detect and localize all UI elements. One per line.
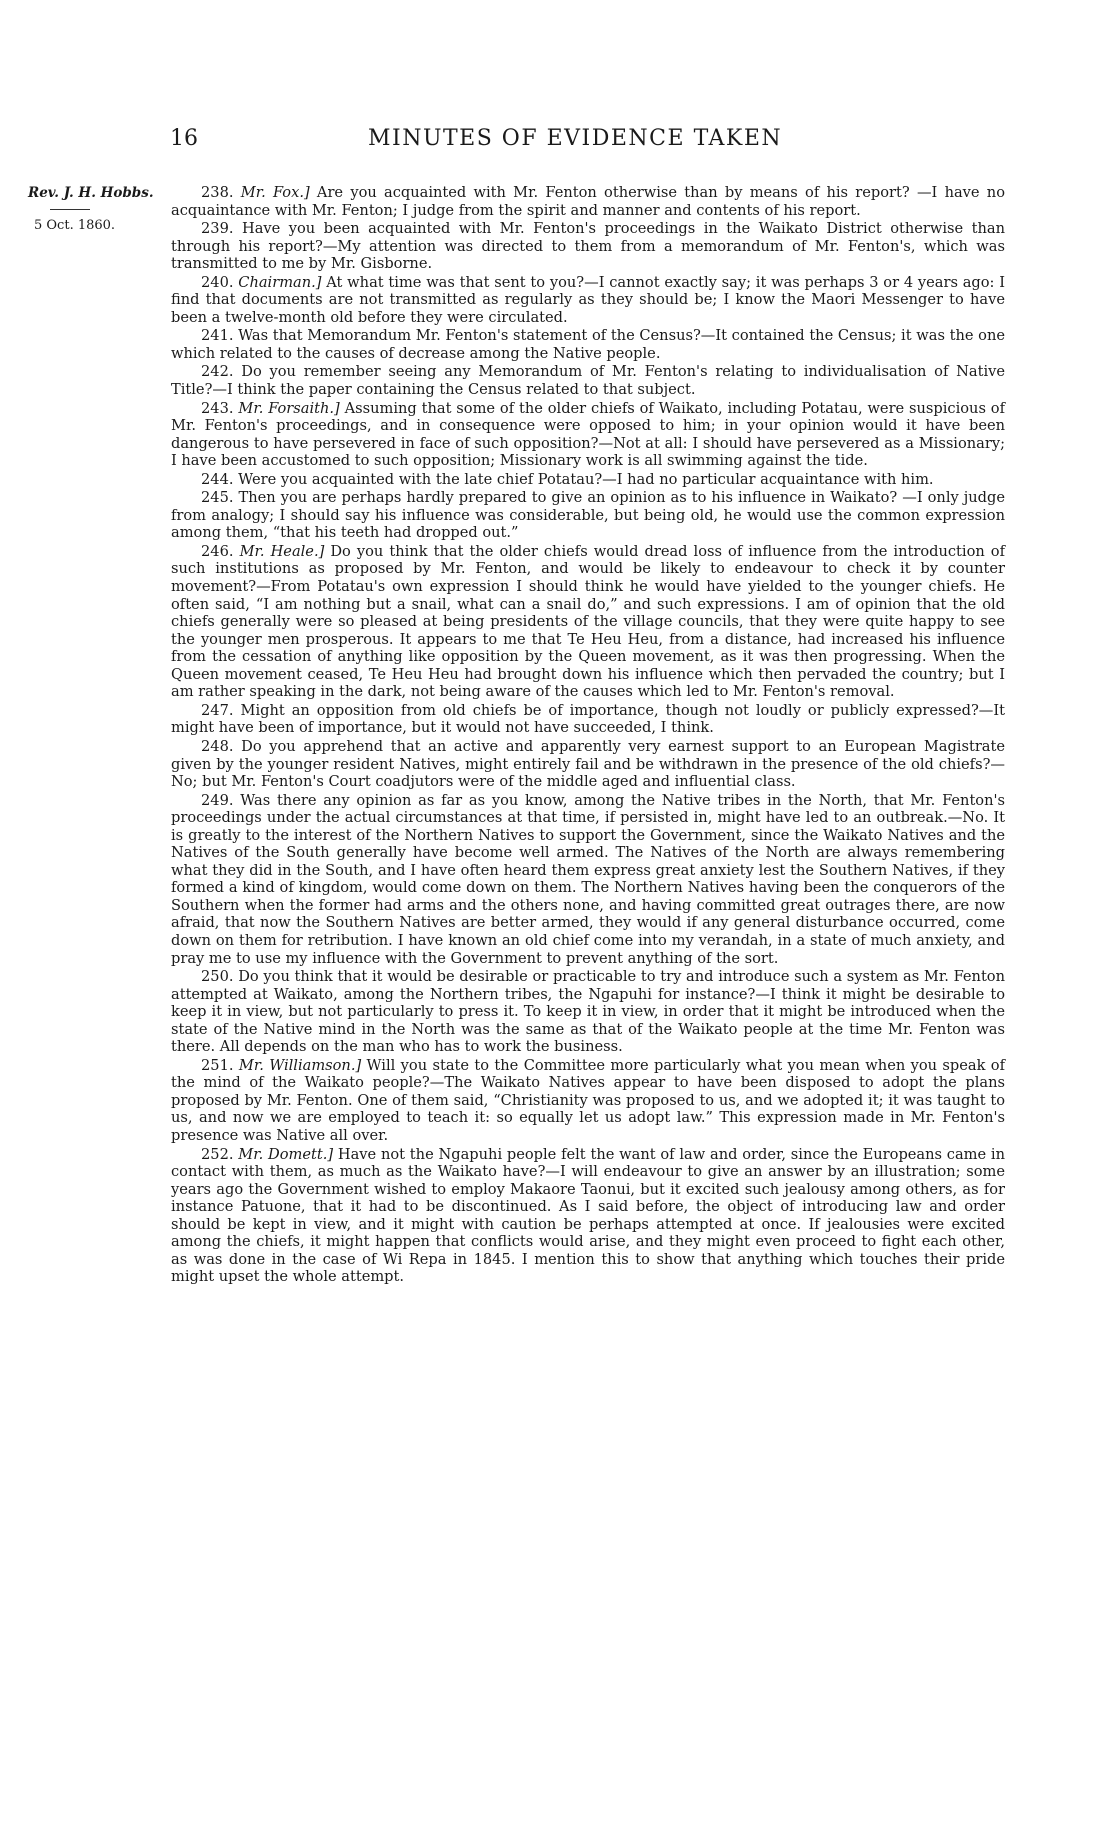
paragraph-text: Do you think that it would be desirable or practicable to try and introduce such a system as Mr. Fenton attempted at Waikato, among the Northern tribes, the Ngapuhi for instance?—I think it might be desirable to keep it in view, but not particularly to press it. To keep it in view, in order that it might be introduced when the state of the Native mind in the North was the same as that of the Waikato people at the time Mr. Fenton was there. All depends on the man who has to work the business. — [171, 968, 1005, 1056]
paragraph-text: At what time was that sent to you?—I cannot exactly say; it was perhaps 3 or 4 years ago: I find that documents are not transmitted as regularly as they should be; I know the Maori Messenger to have been a twelve-month old before they were circulated. — [171, 273, 1005, 326]
paragraph-text: Might an opposition from old chiefs be of importance, though not loudly or publicly expressed?—It might have been of importance, but it would not have succeeded, I think. — [171, 701, 1005, 737]
speaker: Mr. Heale.] — [239, 542, 325, 560]
question-paragraph — [171, 702, 1005, 737]
question-paragraph — [171, 471, 1005, 489]
question-paragraph — [171, 738, 1005, 791]
paragraph-text: Do you think that the older chiefs would dread loss of influence from the introduction of such institutions as proposed by Mr. Fenton, and would be likely to endeavour to check it by counter movement?—From Potatau's own expression I should think he would have yielded to the younger chiefs. He often said, “I am nothing but a snail, what can a snail do,” and such expressions. I am of opinion that the old chiefs generally were so pleased at being presidents of the village councils, that they were quite happy to see the younger men prosperous. It appears to me that Te Heu Heu, from a distance, had increased his influence from the cessation of anything like opposition by the Queen movement, as it was then progressing. When the Queen movement ceased, Te Heu Heu had brought down his influence which then pervaded the country; but I am rather speaking in the dark, not being aware of the causes which led to Mr. Fenton's removal. — [171, 542, 1005, 701]
question-paragraph — [171, 363, 1005, 398]
question-number: 252. — [201, 1145, 234, 1163]
question-paragraph — [171, 274, 1005, 327]
speaker: Chairman.] — [238, 273, 322, 291]
question-paragraph — [171, 543, 1005, 701]
question-number: 240. — [201, 273, 234, 291]
speaker: Mr. Forsaith.] — [238, 399, 340, 417]
question-number: 251. — [201, 1056, 234, 1074]
question-paragraph — [171, 489, 1005, 542]
question-paragraph — [171, 400, 1005, 470]
paragraph-text: Will you state to the Committee more particularly what you mean when you speak of the mind of the Waikato people?—The Waikato Natives appear to have been disposed to adopt the plans proposed by Mr. Fenton. One of them said, “Christianity was proposed to us, and we adopted it; it was taught to us, and now we are employed to teach it: so equally let us adopt law.” This expression made in Mr. Fenton's presence was Native all over. — [171, 1056, 1005, 1144]
speaker: Mr. Williamson.] — [238, 1056, 362, 1074]
question-paragraph — [171, 184, 1005, 219]
question-number: 243. — [201, 399, 234, 417]
speaker: Mr. Domett.] — [238, 1145, 334, 1163]
paragraph-text: Have you been acquainted with Mr. Fenton's proceedings in the Waikato District otherwise than through his report?—My attention was directed to them from a memorandum of Mr. Fenton's, which was transmitted to me by Mr. Gisborne. — [171, 220, 1006, 273]
question-number: 238. — [201, 184, 234, 201]
paragraph-text: Have not the Ngapuhi people felt the want of law and order, since the Europeans came in contact with them, as much as the Waikato have?—I will endeavour to give an answer by an illustration; some years ago the Government wished to employ Makaore Taonui, but it excited such jealousy among others, as for instance Patuone, that it had to be discontinued. As I said before, the object of introducing law and order should be kept in view, and it might with caution be perhaps attempted at once. If jealousies were excited among the chiefs, it might happen that conflicts would arise, and they might even proceed to fight each other, as was done in the case of Wi Repa in 1845. I mention this to show that anything which touches their pride might upset the whole attempt. — [171, 1145, 1006, 1286]
paragraph-text: Do you apprehend that an active and apparently very earnest support to an European Magistrate given by the younger resident Natives, might entirely fail and be withdrawn in the presence of the old chiefs?—No; but Mr. Fenton's Court coadjutors were of the middle aged and influential class. — [171, 737, 1006, 791]
paragraph-text: Was there any opinion as far as you know, among the Native tribes in the North, that Mr. Fenton's proceedings under the actual circumstances at that time, if persisted in, might have led to an outbreak.—No. It is greatly to the interest of the Northern Natives to support the Government, since the Waikato Natives and the Natives of the South generally have become well armed. The Natives of the North are always remembering what they did in the South, and I have often heard them express great anxiety lest the Southern Natives, if they formed a kind of kingdom, would come down on them. The Northern Natives having been the conquerors of the Southern when the former had arms and the others none, and having committed great outrages there, are now afraid, that now the Southern Natives are better armed, they would if any general disturbance occurred, come down on them for retribution. I have known an old chief come into my verandah, in a state of much anxiety, and pray me to use my influence with the Government to prevent anything of the sort. — [171, 791, 1005, 967]
question-number: 250. — [201, 968, 234, 986]
question-number: 244. — [201, 470, 234, 488]
paragraph-text: Then you are perhaps hardly prepared to give an opinion as to his influence in Waikato? —I only judge from analogy; I should say his influence was considerable, but being old, he would use the common expression among them, “that his teeth had dropped out.” — [171, 489, 1005, 542]
paragraph-text: Assuming that some of the older chiefs of Waikato, including Potatau, were suspicious of Mr. Fenton's proceedings, and in consequence were opposed to him; in your opinion would it have been dangerous to have persevered in face of such opposition?—Not at all: I should have persevered as a Missionary; I have been accustomed to such opposition; Missionary work is all swimming against the tide. — [171, 399, 1005, 470]
evidence-body — [171, 184, 1005, 1287]
question-number: 249. — [201, 791, 234, 809]
paragraph-text: Were you acquainted with the late chief Potatau?—I had no particular acquaintance with him. — [238, 470, 934, 488]
question-paragraph — [171, 1146, 1005, 1286]
question-paragraph — [171, 220, 1005, 273]
margin-date: 5 Oct. 1860. — [34, 218, 116, 233]
running-title: MINUTES OF EVIDENCE TAKEN — [368, 126, 783, 151]
question-number: 242. — [201, 363, 234, 381]
question-paragraph — [171, 968, 1005, 1056]
question-paragraph — [171, 792, 1005, 967]
speaker: Mr. Fox.] — [240, 184, 310, 201]
question-paragraph — [171, 1057, 1005, 1145]
witness-name: Rev. J. H. Hobbs. — [28, 185, 154, 201]
question-number: 246. — [201, 542, 234, 560]
paragraph-text: Do you remember seeing any Memorandum of Mr. Fenton's relating to individualisation of Native Title?—I think the paper containing the Census related to that subject. — [171, 363, 1005, 399]
question-number: 239. — [201, 220, 234, 238]
page-header — [170, 126, 806, 156]
margin-rule — [50, 209, 90, 210]
paragraph-text: Was that Memorandum Mr. Fenton's statement of the Census?—It contained the Census; it was the one which related to the causes of decrease among the Native people. — [171, 327, 1005, 362]
margin-note — [28, 185, 168, 233]
page-number: 16 — [170, 126, 198, 151]
question-number: 248. — [201, 737, 234, 755]
question-number: 247. — [201, 701, 234, 719]
question-number: 241. — [201, 327, 234, 345]
question-paragraph — [171, 327, 1005, 362]
paragraph-text: Are you acquainted with Mr. Fenton otherwise than by means of his report? —I have no acquaintance with Mr. Fenton; I judge from the spirit and manner and contents of his report. — [171, 184, 1005, 219]
question-number: 245. — [201, 489, 234, 507]
